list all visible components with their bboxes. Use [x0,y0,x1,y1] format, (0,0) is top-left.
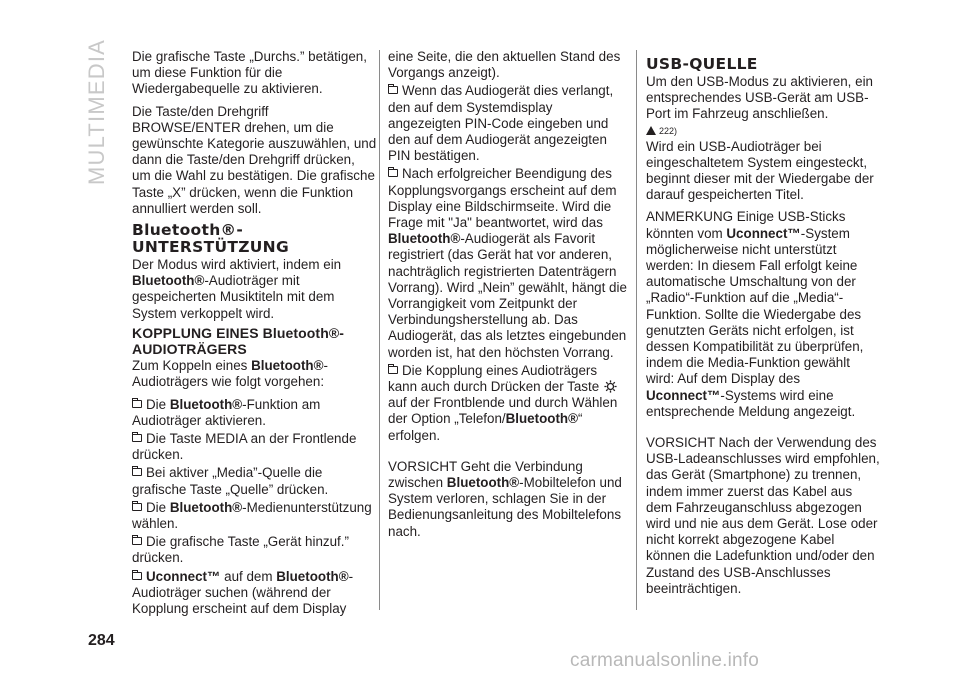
heading-bluetooth-support [132,222,377,256]
step-item [388,166,628,360]
text: Die grafische Taste „Gerät hinzuf.” drücken. [132,534,349,566]
text-column-3 [646,49,880,599]
step-bullet-icon [388,86,398,94]
caution-note: VORSICHT Nach der Verwendung des USB-Ladeanschlusses wird empfohlen, das Gerät (Smartphone) zu trennen, indem immer zuerst das Kabel aus dem Fahrzeuganschluss abgezogen wird und nie aus dem Gerät. Lose oder nicht korrekt abgezogene Kabel können die Ladefunktion und/oder den Zustand des USB-Anschlusses beeinträchtigen. [646,435,880,596]
step-item [132,465,377,497]
step-bullet-icon [132,503,142,511]
step-item [132,534,377,566]
heading-line: Bluetooth®- [132,221,244,240]
text: Wenn das Audiogerät dies verlangt, den auf dem Systemdisplay angezeigten PIN-Code eingeben und den auf dem Audiogerät angezeigten PIN bestätigen. [388,83,614,164]
paragraph: Die Taste/den Drehgriff BROWSE/ENTER drehen, um die gewünschte Kategorie auszuwählen, und dann die Taste/den Drehgriff drücken, um die Wahl zu bestätigen. Die grafische Taste „X” drücken, wenn die Funktion annulliert werden soll. [132,103,377,216]
bold-term: Uconnect™ [146,568,221,584]
paragraph [132,358,377,390]
text: -Mobiltelefon und System verloren, schlagen Sie in der Bedienungsanleitung des Mobiltelefons nach. [388,475,622,539]
bold-term: Bluetooth® [388,231,461,247]
step-item [132,397,377,429]
text: VORSICHT Geht die Verbindung zwischen [388,458,583,491]
text: Die Kopplung eines Audioträgers kann auch durch Drücken der Taste [388,362,603,395]
bold-term: Bluetooth® [276,568,349,584]
warning-ref-number: 222) [659,125,678,136]
heading-line: AUDIOTRÄGERS [132,341,247,358]
step-item [388,83,628,164]
step-item [388,363,628,444]
step-bullet-icon [132,537,142,545]
text: Zum Koppeln eines [132,358,252,374]
bold-term: Uconnect™ [646,387,721,403]
caution-note [388,459,628,540]
note-paragraph [646,209,880,420]
paragraph: Wird ein USB-Audioträger bei eingeschaltetem System eingesteckt, beginnt dieser mit der Wiedergabe der darauf gespeicherten Titel. [646,138,874,203]
text: Nach erfolgreicher Beendigung des Kopplungsvorgangs erscheint auf dem Display eine Bildschirmseite. Wird die Frage mit "Ja" beantwortet, wird das [388,166,617,231]
bold-term: Bluetooth® [251,358,324,374]
bold-term: Bluetooth® [446,475,520,491]
step-item [132,569,377,618]
text: Die [146,396,170,412]
sidebar-section-label [82,38,112,185]
step-item [132,431,377,463]
text: -Audioträger mit gespeicherten Musiktiteln mit dem System verkoppelt wird. [132,273,335,321]
text: auf dem [220,568,277,584]
text-column-1 [132,49,377,619]
paragraph: eine Seite, die den aktuellen Stand des Vorgangs anzeigt). [388,49,621,81]
text: -System möglicherweise nicht unterstützt werden: In diesem Fall erfolgt keine automatische Umschaltung von der „Radio“-Funktion auf die „Media“-Funktion. Sollte die Wiedergabe des genutzten Geräts nicht erfolgen, ist dessen Kompatibilität zu überprüfen, indem die Media-Funktion gewählt wird: Auf dem Display des [646,225,864,387]
text: -Medienunterstützung wählen. [132,499,372,532]
section-title: MULTIMEDIA [84,38,109,185]
paragraph: Um den USB-Modus zu aktivieren, ein entsprechendes USB-Gerät am USB-Port im Fahrzeug anschließen. [646,74,873,122]
step-item [132,500,377,532]
page-number: 284 [88,632,115,649]
phone-settings-icon [603,379,618,394]
warning-triangle-icon [646,126,656,135]
bold-term: Uconnect™ [726,225,801,241]
text: -Audioträgers wie folgt vorgehen: [132,358,328,390]
text: auf der Frontblende und durch Wählen der Option „Telefon/ [388,395,618,427]
column-divider [379,50,380,610]
bold-term: Bluetooth® [169,499,243,515]
text-column-2 [388,49,628,542]
paragraph: Die grafische Taste „Durchs.” betätigen, um diese Funktion für die Wiedergabequelle zu aktivieren. [132,49,367,97]
bold-term: Bluetooth® [505,411,578,427]
text: Der Modus wird aktiviert, indem ein [132,257,342,273]
text: Bei aktiver „Media”-Quelle die grafische Taste „Quelle” drücken. [132,465,329,497]
step-bullet-icon [388,366,398,374]
step-bullet-icon [132,468,142,476]
text: -Systems wird eine entsprechende Meldung angezeigt. [646,387,856,419]
step-bullet-icon [132,434,142,442]
step-bullet-icon [132,400,142,408]
heading-line: KOPPLUNG EINES Bluetooth®- [132,324,345,341]
text: Die Taste MEDIA an der Frontlende drücken. [132,431,357,463]
paragraph [132,257,377,322]
text: -Audiogerät als Favorit registriert (das Gerät hat vor anderen, nachträglich registrierten Datenträgern Vorrang). Wird „Nein” gewählt, hängt die Vorrangigkeit vom Zeitpunkt der Verbindungsherstellung ab. Das Audiogerät, das als letztes eingebunden worden ist, hat den höchsten Vorrang. [388,231,627,360]
footer-watermark: carmanualsonline.info [570,650,760,671]
column-divider [636,50,637,610]
text: “ erfolgen. [388,411,583,443]
bold-term: Bluetooth® [169,396,243,412]
step-bullet-icon [132,572,142,580]
text: -Audioträger suchen (während der Kopplung erscheint auf dem Display [132,568,354,617]
step-bullet-icon [388,169,398,177]
heading-line: UNTERSTÜTZUNG [132,238,289,257]
bold-term: Bluetooth® [132,273,205,289]
text: ANMERKUNG Einige USB-Sticks könnten vom [646,209,846,241]
heading-pairing [132,325,377,357]
heading-usb-source: USB-QUELLE [646,55,758,73]
warning-reference [646,125,880,137]
text: -Funktion am Audioträger aktivieren. [132,396,321,428]
text: Die [146,499,170,515]
